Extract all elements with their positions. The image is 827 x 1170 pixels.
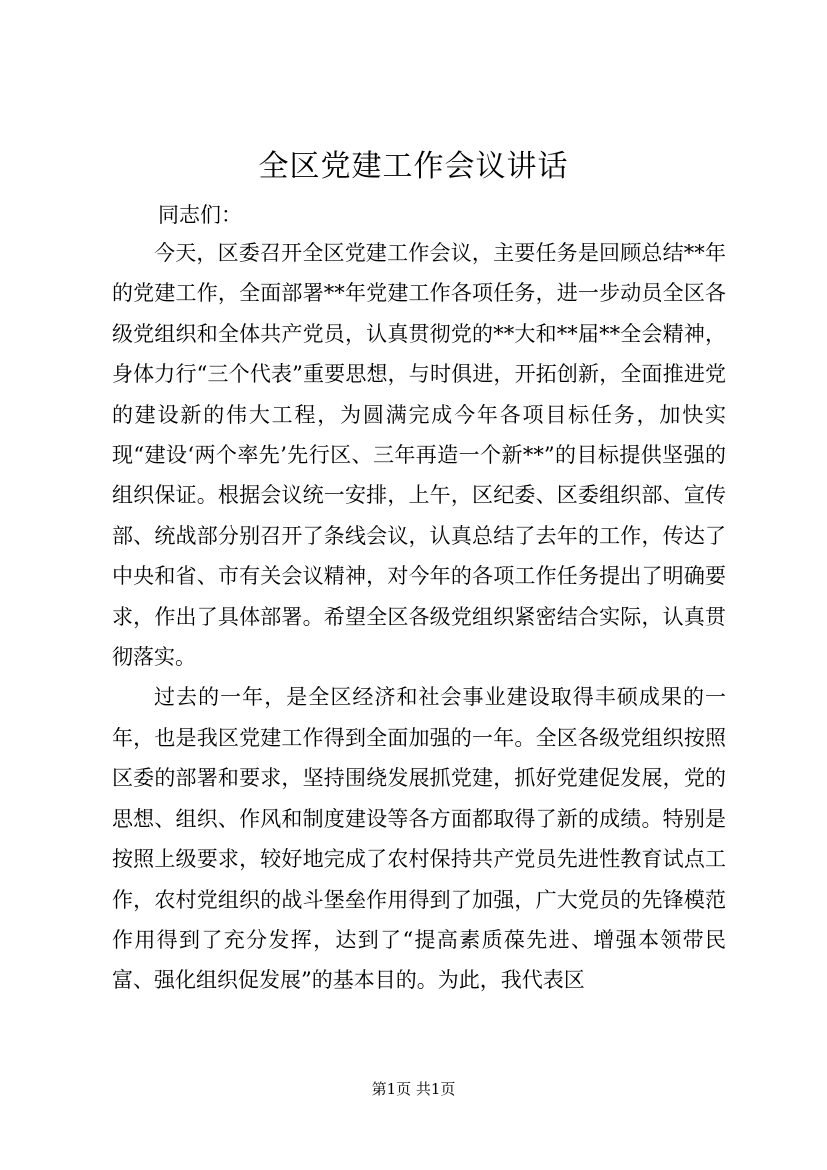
salutation: 同志们：	[158, 203, 242, 227]
page-footer: 第1页 共1页	[371, 1080, 456, 1098]
paragraph-2: 过去的一年，是全区经济和社会事业建设取得丰硕成果的一年，也是我区党建工作得到全面加强的一年。全区各级党组织按照区委的部署和要求，坚持围绕发展抓党建，抓好党建促发展，党的思想、组织、作风和制度建设等各方面都取得了新的成绩。特别是按照上级要求，较好地完成了农村保持共产党员先进性教育试点工作，农村党组织的战斗堡垒作用得到了加强，广大党员的先锋模范作用得到了充分发挥，达到了“提高素质葆先进、增强本领带民富、强化组织促发展”的基本目的。为此，我代表区	[112, 685, 726, 993]
document-title: 全区党建工作会议讲话	[258, 149, 569, 184]
paragraph-1: 今天，区委召开全区党建工作会议，主要任务是回顾总结**年的党建工作，全面部署**年党建工作各项任务，进一步动员全区各级党组织和全体共产党员，认真贯彻党的**大和**届**全会精神，身体力行“三个代表”重要思想，与时俱进，开拓创新，全面推进党的建设新的伟大工程，为圆满完成今年各项目标任务，加快实现“建设‘两个率先’先行区、三年再造一个新**”的目标提供坚强的组织保证。根据会议统一安排，上午，区纪委、区委组织部、宣传部、统战部分别召开了条线会议，认真总结了去年的工作，传达了中央和省、市有关会议精神，对今年的各项工作任务提出了明确要求，作出了具体部署。希望全区各级党组织紧密结合实际，认真贯彻落实。	[112, 241, 726, 670]
document-body	[112, 233, 726, 1001]
